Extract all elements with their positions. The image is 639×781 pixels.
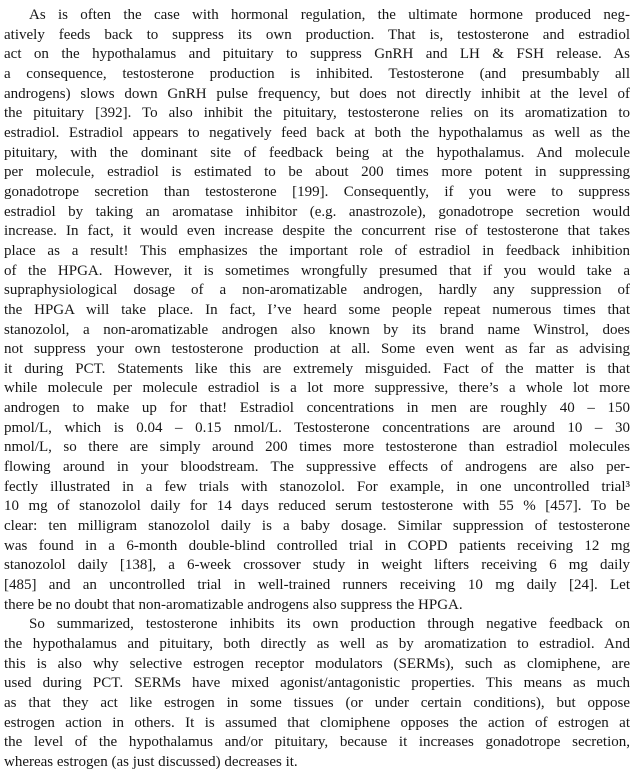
text-line: used during PCT. SERMs have mixed agonist/antagonistic properties. This means as much [4, 675, 630, 692]
text-line: not suppress your own testosterone production at all. Some even went as far as advising [4, 341, 630, 358]
text-line: clear: ten milligram stanozolol daily is a baby dosage. Similar suppression of testosterone [4, 518, 630, 535]
text-line: estradiol by taking an aromatase inhibitor (e.g. anastrozole), gonadotrope secretion would [4, 203, 630, 220]
text-line-with-footnote-marker: fectly illustrated in a few trials with stanozolol. For example, in one uncontrolled trial³ [4, 478, 630, 495]
text-line: while molecule per molecule estradiol is a lot more suppressive, there’s a whole lot more [4, 380, 630, 397]
text-line: As is often the case with hormonal regulation, the ultimate hormone produced neg- [29, 7, 630, 23]
text-line: there be no doubt that non-aromatizable androgens also suppress the HPGA. [4, 596, 463, 613]
paragraph-summary-serms [4, 615, 630, 772]
text-line: stanozolol daily [138], a 6-week crossover study in weight lifters receiving 6 mg daily [4, 557, 630, 574]
text-line: the hypothalamus and pituitary, both directly as well as by aromatization to estradiol. And [4, 636, 630, 652]
text-line: atively feeds back to suppress its own production. That is, testosterone and estradiol [4, 26, 630, 43]
text-line: pituitary, with the dominant site of feedback being at the hypothalamus. And molecule [4, 144, 630, 161]
text-line: the HPGA will take place. In fact, I’ve heard some people repeat numerous times that [4, 301, 630, 318]
text-line: estrogen action in others. It is assumed that clomiphene opposes the action of estrogen at [4, 714, 630, 731]
text-line: per molecule, estradiol is estimated to be about 200 times more potent in suppressing [4, 164, 630, 181]
paragraph-hormonal-regulation [4, 6, 630, 615]
text-line: gonadotrope secretion than testosterone [199]. Consequently, if you were to suppress [4, 183, 630, 200]
text-line: increase. In fact, it would even increase despite the concurrent rise of testosterone that takes [4, 223, 630, 240]
text-line: a consequence, testosterone production is inhibited. Testosterone (and presumbably all [4, 65, 630, 82]
text-line: 10 mg of stanozolol daily for 14 days reduced serum testosterone with 55 % [457]. To be [4, 498, 630, 515]
text-line: stanozolol, a non-aromatizable androgen also known by its brand name Winstrol, does [4, 321, 630, 338]
text-line: of the HPGA. However, it is sometimes wrongfully presumed that if you would take a [4, 262, 630, 279]
text-line: the level of the hypothalamus and/or pituitary, because it increases gonadotrope secretion, [4, 734, 630, 751]
text-line: the pituitary [392]. To also inhibit the pituitary, testosterone relies on its aromatization to [4, 105, 630, 122]
text-line: act on the hypothalamus and pituitary to suppress GnRH and LH & FSH release. As [4, 46, 630, 63]
text-line: pmol/L, which is 0.04 – 0.15 nmol/L. Testosterone concentrations are around 10 – 30 [4, 419, 630, 436]
text-line: as that they act like estrogen in some tissues (or under certain conditions), but oppose [4, 694, 630, 711]
text-line: this is also why selective estrogen receptor modulators (SERMs), such as clomiphene, are [4, 655, 630, 672]
text-line: estradiol. Estradiol appears to negatively feed back at both the hypothalamus as well as the [4, 124, 630, 141]
text-line: flowing around in your bloodstream. The suppressive effects of androgens are also per- [4, 459, 630, 476]
text-line: So summarized, testosterone inhibits its own production through negative feedback on [29, 616, 630, 633]
text-line: [485] and an uncontrolled trial in well-trained runners receiving 10 mg daily [24]. Let [4, 577, 630, 594]
text-line: was found in a 6-month double-blind controlled trial in COPD patients receiving 12 mg [4, 537, 630, 554]
text-line: nmol/L, so there are simply around 200 times more testosterone than estradiol molecules [4, 439, 630, 456]
text-line: supraphysiological dosage of a non-aromatizable androgen, hardly any suppression of [4, 282, 630, 299]
text-line: place as a result! This emphasizes the important role of estradiol in feedback inhibition [4, 242, 630, 259]
text-line: androgen to make up for that! Estradiol concentrations in men are roughly 40 – 150 [4, 400, 630, 417]
text-line: whereas estrogen (as just discussed) decreases it. [4, 753, 298, 770]
text-line: it during PCT. Statements like this are extremely misguided. Fact of the matter is that [4, 360, 630, 377]
text-line: androgens) slows down GnRH pulse frequency, but does not directly inhibit at the level of [4, 85, 630, 102]
